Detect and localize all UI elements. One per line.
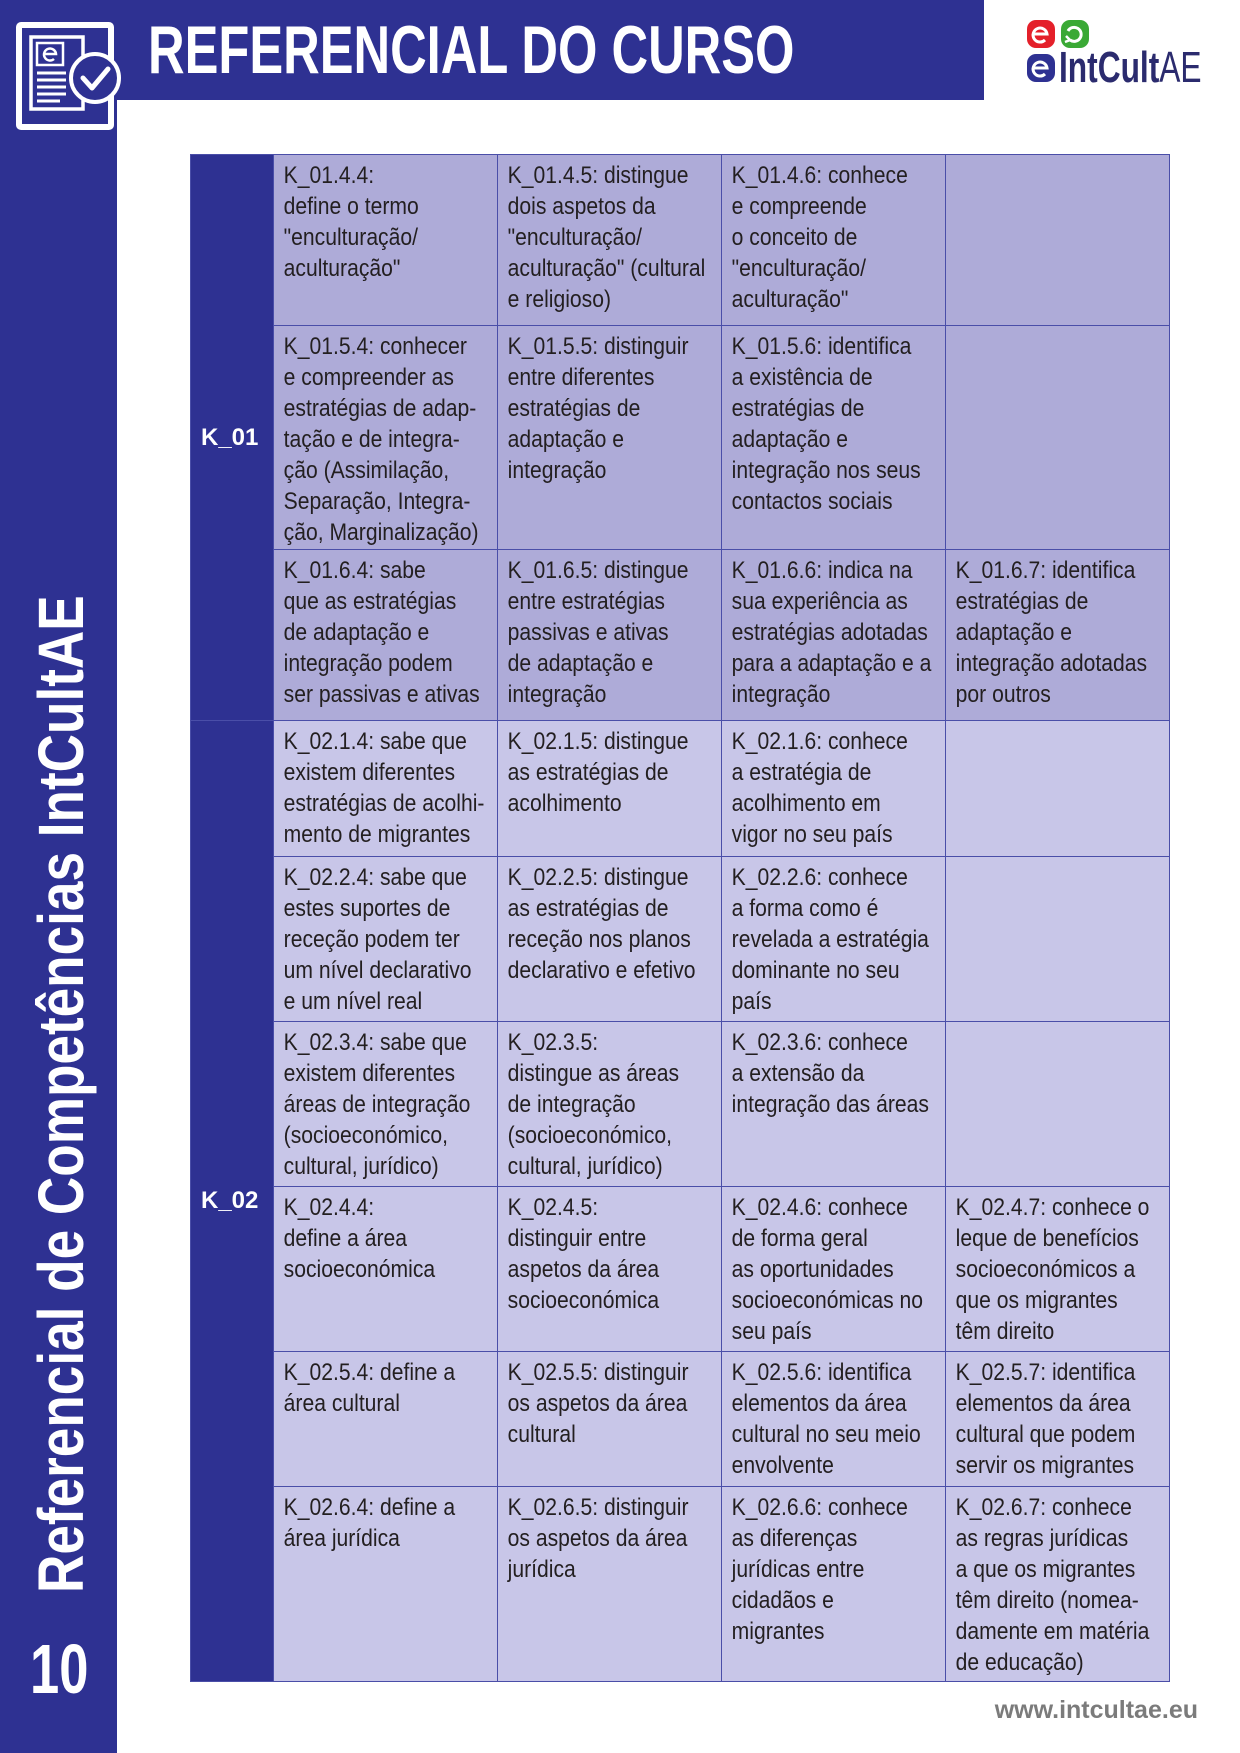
competency-text: K_01.5.4: conhecer e compreender as estratégias de adap- tação e de integra- ção (Assimilação, Separação, Integra- ção, Marginalização): [283, 333, 479, 546]
competency-text: K_02.3.6: conhece a extensão da integração das áreas: [731, 1029, 929, 1118]
competency-cell: [946, 1352, 1170, 1487]
competency-cell: [722, 1022, 946, 1187]
competency-text: K_02.2.4: sabe que estes suportes de receção podem ter um nível declarativo e um nível real: [283, 864, 472, 1015]
page-title: REFERENCIAL DO CURSO: [148, 12, 795, 88]
table-row: [191, 1487, 1170, 1682]
competency-cell: [498, 857, 722, 1022]
competency-text: K_01.5.6: identifica a existência de estratégias de adaptação e integração nos seus contactos sociais: [731, 333, 921, 515]
document-check-icon: [0, 0, 130, 140]
competency-text: K_01.4.4: define o termo "enculturação/ aculturação": [283, 162, 419, 282]
logo-wordmark-light: AE: [1159, 43, 1202, 92]
competency-cell: [498, 1352, 722, 1487]
table-row: [191, 857, 1170, 1022]
competency-text: K_02.6.4: define a área jurídica: [283, 1494, 456, 1552]
competency-cell: [722, 1487, 946, 1682]
table-row: [191, 326, 1170, 550]
competency-text: K_02.4.4: define a área socioeconómica: [283, 1194, 436, 1283]
competency-text: K_01.4.5: distingue dois aspetos da "enculturação/ aculturação" (cultural e religioso): [507, 162, 706, 313]
competency-text: K_02.4.7: conhece o leque de benefícios socioeconómicos a que os migrantes têm direito: [955, 1194, 1150, 1345]
competency-text: K_02.2.6: conhece a forma como é revelada a estratégia dominante no seu país: [731, 864, 929, 1015]
competency-cell: [274, 1352, 498, 1487]
competency-text: K_02.4.6: conhece de forma geral as oportunidades socioeconómicas no seu país: [731, 1194, 924, 1345]
competency-cell: [722, 721, 946, 857]
table-row: [191, 1187, 1170, 1352]
empty-cell: [946, 326, 1170, 550]
competency-cell: [274, 1487, 498, 1682]
table-row: [191, 550, 1170, 721]
competency-text: [946, 857, 1142, 862]
competency-cell: [274, 155, 498, 326]
competency-text: [946, 155, 1142, 160]
competency-cell: [498, 1022, 722, 1187]
competency-code: K_02: [191, 721, 274, 1682]
competency-text: K_01.6.4: sabe que as estratégias de adaptação e integração podem ser passivas e ativas: [283, 557, 480, 708]
competency-cell: [274, 1187, 498, 1352]
competency-text: K_02.6.6: conhece as diferenças jurídicas entre cidadãos e migrantes: [731, 1494, 908, 1645]
competency-text: K_02.5.7: identifica elementos da área cultural que podem servir os migrantes: [955, 1359, 1136, 1479]
competency-cell: [722, 1187, 946, 1352]
competency-cell: [498, 721, 722, 857]
competency-cell: [722, 1352, 946, 1487]
competency-cell: [946, 1487, 1170, 1682]
competency-text: K_02.4.5: distinguir entre aspetos da área socioeconómica: [507, 1194, 660, 1314]
competency-text: K_02.3.5: distingue as áreas de integração (socioeconómico, cultural, jurídico): [507, 1029, 680, 1180]
competency-cell: [274, 1022, 498, 1187]
competency-cell: [498, 1187, 722, 1352]
competency-cell: [498, 326, 722, 550]
competency-code: K_01: [191, 155, 274, 721]
competency-table: [190, 154, 1170, 1682]
competency-text: K_02.6.7: conhece as regras jurídicas a que os migrantes têm direito (nomea- damente em matéria de educação): [955, 1494, 1150, 1676]
competency-text: K_01.6.5: distingue entre estratégias passivas e ativas de adaptação e integração: [507, 557, 689, 708]
competency-text: K_01.6.7: identifica estratégias de adaptação e integração adotadas por outros: [955, 557, 1148, 708]
competency-cell: [722, 857, 946, 1022]
competency-text: K_02.5.4: define a área cultural: [283, 1359, 456, 1417]
footer-url: www.intcultae.eu: [994, 1696, 1198, 1724]
competency-cell: [722, 155, 946, 326]
competency-text: K_02.5.6: identifica elementos da área cultural no seu meio envolvente: [731, 1359, 921, 1479]
competency-cell: [946, 1187, 1170, 1352]
empty-cell: [946, 1022, 1170, 1187]
competency-text: K_01.4.6: conhece e compreende o conceito de "enculturação/ aculturação": [731, 162, 908, 313]
competency-text: K_02.1.5: distingue as estratégias de acolhimento: [507, 728, 689, 817]
competency-cell: [274, 857, 498, 1022]
competency-text: K_01.5.5: distinguir entre diferentes estratégias de adaptação e integração: [507, 333, 689, 484]
competency-cell: [498, 1487, 722, 1682]
competency-text: [946, 326, 1142, 331]
competency-table-body: [191, 155, 1170, 1682]
empty-cell: [946, 721, 1170, 857]
competency-text: K_02.6.5: distinguir os aspetos da área jurídica: [507, 1494, 689, 1583]
competency-text: K_01.6.6: indica na sua experiência as estratégias adotadas para a adaptação e a integração: [731, 557, 932, 708]
competency-cell: [722, 326, 946, 550]
competency-cell: [722, 550, 946, 721]
competency-cell: [498, 155, 722, 326]
competency-text: K_02.2.5: distingue as estratégias de receção nos planos declarativo e efetivo: [507, 864, 696, 984]
competency-cell: [946, 550, 1170, 721]
logo-blue-mark-icon: [1027, 54, 1055, 82]
table-row: [191, 721, 1170, 857]
empty-cell: [946, 857, 1170, 1022]
vertical-section-title: Referencial de Competências IntCultAE: [25, 595, 97, 1593]
competency-cell: [498, 550, 722, 721]
competency-text: K_02.1.6: conhece a estratégia de acolhimento em vigor no seu país: [731, 728, 908, 848]
table-row: [191, 1022, 1170, 1187]
logo-wordmark-bold: IntCult: [1059, 43, 1160, 92]
logo-red-mark-icon: [1027, 20, 1055, 48]
competency-text: K_02.5.5: distinguir os aspetos da área cultural: [507, 1359, 689, 1448]
logo-wordmark: [1059, 43, 1202, 92]
competency-cell: [274, 550, 498, 721]
competency-text: K_02.3.4: sabe que existem diferentes áreas de integração (socioeconómico, cultural, jurídico): [283, 1029, 471, 1180]
table-row: [191, 155, 1170, 326]
table-row: [191, 1352, 1170, 1487]
competency-cell: [274, 721, 498, 857]
page-number: 10: [30, 1630, 89, 1708]
competency-text: K_02.1.4: sabe que existem diferentes estratégias de acolhi- mento de migrantes: [283, 728, 485, 848]
competency-text: [946, 721, 1142, 726]
competency-cell: [274, 326, 498, 550]
empty-cell: [946, 155, 1170, 326]
competency-text: [946, 1022, 1142, 1027]
